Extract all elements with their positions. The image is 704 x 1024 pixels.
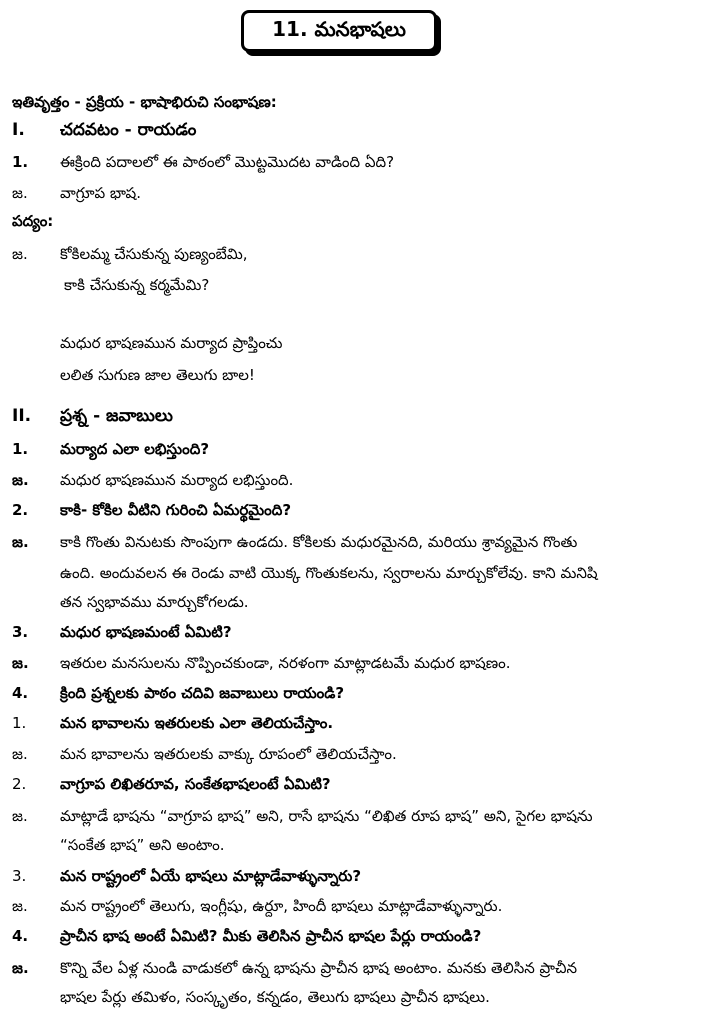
question-text: మన రాష్ట్రంలో ఏయే భాషలు మాట్లాడేవాళ్ళున్నారు? bbox=[60, 867, 362, 885]
answer-marker: జ. bbox=[12, 807, 28, 825]
answer-marker: జ. bbox=[12, 533, 29, 551]
answer-marker: జ. bbox=[12, 654, 29, 672]
question-number: 1. bbox=[12, 153, 29, 171]
poem-marker: జ. bbox=[12, 245, 28, 263]
section-2-number: II. bbox=[12, 406, 32, 426]
question-text: మన భావాలను ఇతరులకు ఎలా తెలియచేస్తాం. bbox=[60, 714, 334, 732]
section-1-title: చదవటం - రాయడం bbox=[60, 120, 197, 140]
poem-text: కోకిలమ్మ చేసుకున్న పుణ్యంబేమి, bbox=[60, 245, 248, 263]
question-number: 1. bbox=[12, 440, 29, 458]
answer-marker: జ. bbox=[12, 959, 29, 977]
answer-marker: జ. bbox=[12, 745, 28, 763]
question-number: 4. bbox=[12, 684, 29, 702]
question-number: 3. bbox=[12, 867, 27, 885]
question-text: ఈక్రింది పదాలలో ఈ పాఠంలో మొట్టమొదట వాడింది ఏది? bbox=[60, 153, 395, 171]
poem-text: కాకి చేసుకున్న కర్మమేమి? bbox=[64, 276, 210, 294]
answer-text: తన స్వభావము మార్చుకోగలడు. bbox=[60, 593, 249, 611]
question-number: 2. bbox=[12, 501, 29, 519]
answer-text: మాట్లాడే భాషను “వాగ్రూప భాష” అని, రాసే భాషను “లిఖిత రూప భాష” అని, సైగల భాషను bbox=[60, 807, 593, 825]
question-text: ప్రాచీన భాష అంటే ఏమిటి? మీకు తెలిసిన ప్రాచీన భాషల పేర్లు రాయండి? bbox=[60, 927, 482, 945]
question-text: మర్యాద ఎలా లభిస్తుంది? bbox=[60, 440, 210, 458]
question-text: క్రింది ప్రశ్నలకు పాఠం చదివి జవాబులు రాయండి? bbox=[60, 684, 345, 702]
poem-label: పద్యం: bbox=[12, 212, 54, 230]
answer-text: వాగ్రూప భాష. bbox=[60, 184, 141, 202]
question-text: వాగ్రూప లిఖితరూవ, సంకేతభాషలంటే ఏమిటి? bbox=[60, 775, 331, 793]
question-number: 1. bbox=[12, 714, 27, 732]
question-number: 2. bbox=[12, 775, 27, 793]
poem-text: లలిత సుగుణ జాల తెలుగు బాల! bbox=[60, 366, 255, 384]
section-1-number: I. bbox=[12, 120, 25, 140]
answer-text: కొన్ని వేల ఏళ్ల నుండి వాడుకలో ఉన్న భాషను ప్రాచీన భాష అంటాం. మనకు తెలిసిన ప్రాచీన bbox=[60, 959, 578, 977]
subtitle: ఇతివృత్తం - ప్రక్రియ - భాషాభిరుచి సంభాషణ: bbox=[12, 93, 277, 111]
answer-text: మన రాష్ట్రంలో తెలుగు, ఇంగ్లీషు, ఉర్దూ, హిందీ భాషలు మాట్లాడేవాళ్ళున్నారు. bbox=[60, 897, 503, 915]
section-2-title: ప్రశ్న - జవాబులు bbox=[60, 406, 173, 426]
answer-marker: జ. bbox=[12, 897, 28, 915]
answer-text: ఉంది. అందువలన ఈ రెండు వాటి యొక్క గొంతుకలను, స్వరాలను మార్చుకోలేవు. కాని మనిషి bbox=[60, 564, 598, 582]
answer-text: మధుర భాషణమున మర్యాద లభిస్తుంది. bbox=[60, 471, 294, 489]
answer-marker: జ. bbox=[12, 184, 28, 202]
question-text: మధుర భాషణమంటే ఏమిటి? bbox=[60, 623, 232, 641]
question-number: 4. bbox=[12, 927, 29, 945]
poem-text: మధుర భాషణమున మర్యాద ప్రాప్తించు bbox=[60, 334, 283, 352]
answer-marker: జ. bbox=[12, 471, 29, 489]
answer-text: ఇతరుల మనసులను నొప్పించకుండా, నరళంగా మాట్లాడటమే మధుర భాషణం. bbox=[60, 654, 511, 672]
question-number: 3. bbox=[12, 623, 29, 641]
answer-text: “సంకేత భాష” అని అంటాం. bbox=[60, 836, 225, 854]
answer-text: భాషల పేర్లు తమిళం, సంస్కృతం, కన్నడం, తెలుగు భాషలు ప్రాచీన భాషలు. bbox=[60, 988, 490, 1006]
question-text: కాకి- కోకిల వీటిని గురించి ఏమర్థమైంది? bbox=[60, 501, 292, 519]
answer-text: మన భావాలను ఇతరులకు వాక్కు రూపంలో తెలియచేస్తాం. bbox=[60, 745, 397, 763]
lesson-title: 11. మనభాషలు bbox=[241, 10, 437, 52]
answer-text: కాకి గొంతు వినుటకు సొంపుగా ఉండదు. కోకిలకు మధురమైనది, మరియు శ్రావ్యమైన గొంతు bbox=[60, 533, 578, 551]
